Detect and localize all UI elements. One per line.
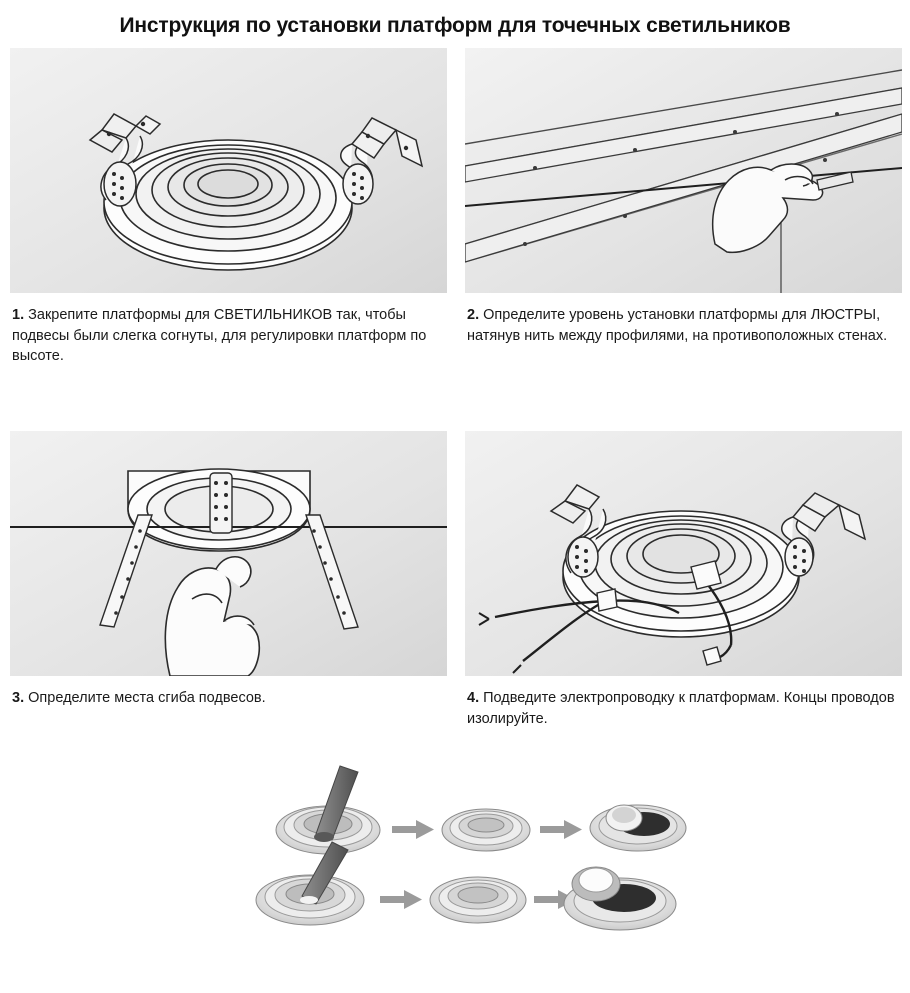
step-text-1: Закрепите платформы для СВЕТИЛЬНИКОВ так, чтобы подвесы были слегка согнуты, для регулировки платформ по высоте.	[12, 307, 427, 365]
figure-spot-platform-with-hangers	[10, 48, 447, 293]
step-caption-1	[10, 293, 447, 425]
steps-grid	[0, 48, 910, 425]
step-number-4: 4.	[467, 690, 480, 706]
step-text-3: Определите места сгиба подвесов.	[28, 690, 266, 706]
step-card-2	[465, 48, 902, 425]
step-card-4	[465, 431, 902, 744]
step-text-4: Подведите электропроводку к платформам. Концы проводов изолируйте.	[467, 690, 895, 727]
figure-hand-holding-platform-at-string	[10, 431, 447, 676]
page-title: Инструкция по установки платформ для точечных светильников	[119, 14, 791, 37]
steps-grid-second-row	[0, 431, 910, 744]
figure-hand-tying-string-between-profiles	[465, 48, 902, 293]
step-card-3	[10, 431, 447, 744]
figure-platform-with-wiring	[465, 431, 902, 676]
step-caption-3	[10, 676, 447, 744]
step-number-2: 2.	[467, 307, 480, 323]
step-card-1	[10, 48, 447, 425]
step-number-3: 3.	[12, 690, 25, 706]
step-caption-2	[465, 293, 902, 425]
step-text-2: Определите уровень установки платформы для ЛЮСТРЫ, натянув нить между профилями, на противоположных стенах.	[467, 307, 888, 344]
step-number-1: 1.	[12, 307, 25, 323]
step-caption-4	[465, 676, 902, 744]
figure-installation-sequence-diagram	[10, 748, 900, 948]
